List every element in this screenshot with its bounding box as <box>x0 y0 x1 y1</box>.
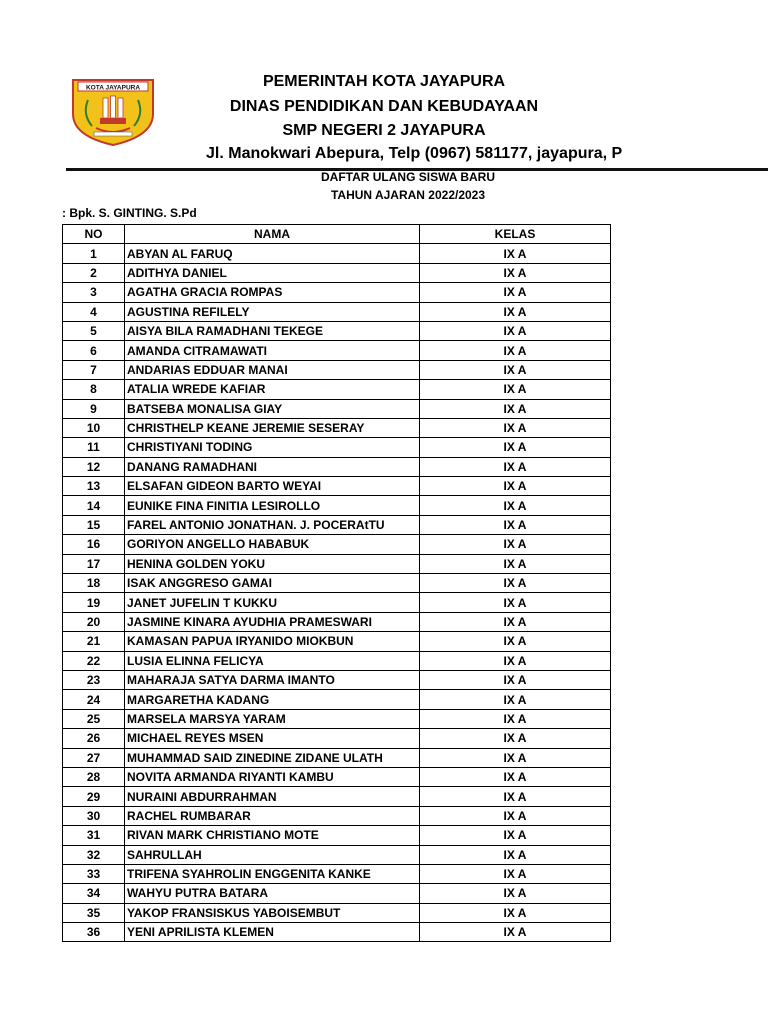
table-row <box>63 399 611 418</box>
document-title: DAFTAR ULANG SISWA BARU <box>321 170 495 184</box>
student-name: RIVAN MARK CHRISTIANO MOTE <box>125 826 420 845</box>
row-number: 21 <box>63 632 125 651</box>
student-name: ELSAFAN GIDEON BARTO WEYAI <box>125 477 420 496</box>
row-number: 28 <box>63 767 125 786</box>
student-name: GORIYON ANGELLO HABABUK <box>125 535 420 554</box>
row-number: 30 <box>63 806 125 825</box>
table-row <box>63 632 611 651</box>
student-name: RACHEL RUMBARAR <box>125 806 420 825</box>
column-header-kelas: KELAS <box>420 225 611 244</box>
student-name: MUHAMMAD SAID ZINEDINE ZIDANE ULATH <box>125 748 420 767</box>
student-name: TRIFENA SYAHROLIN ENGGENITA KANKE <box>125 864 420 883</box>
student-name: BATSEBA MONALISA GIAY <box>125 399 420 418</box>
table-row <box>63 535 611 554</box>
student-name: HENINA GOLDEN YOKU <box>125 554 420 573</box>
student-class: IX A <box>420 923 611 942</box>
row-number: 33 <box>63 864 125 883</box>
row-number: 2 <box>63 263 125 282</box>
row-number: 24 <box>63 690 125 709</box>
academic-year: TAHUN AJARAN 2022/2023 <box>330 188 486 202</box>
student-class: IX A <box>420 748 611 767</box>
table-row <box>63 826 611 845</box>
table-row <box>63 593 611 612</box>
student-class: IX A <box>420 515 611 534</box>
student-class: IX A <box>420 903 611 922</box>
row-number: 36 <box>63 923 125 942</box>
table-row <box>63 418 611 437</box>
student-name: ISAK ANGGRESO GAMAI <box>125 574 420 593</box>
student-name: KAMASAN PAPUA IRYANIDO MIOKBUN <box>125 632 420 651</box>
row-number: 6 <box>63 341 125 360</box>
student-class: IX A <box>420 380 611 399</box>
table-row <box>63 748 611 767</box>
table-row <box>63 341 611 360</box>
student-class: IX A <box>420 244 611 263</box>
table-body <box>63 244 611 942</box>
student-class: IX A <box>420 632 611 651</box>
row-number: 18 <box>63 574 125 593</box>
student-name: CHRISTHELP KEANE JEREMIE SESERAY <box>125 418 420 437</box>
table-row <box>63 690 611 709</box>
table-row <box>63 515 611 534</box>
student-name: NOVITA ARMANDA RIYANTI KAMBU <box>125 767 420 786</box>
row-number: 3 <box>63 283 125 302</box>
row-number: 1 <box>63 244 125 263</box>
student-class: IX A <box>420 496 611 515</box>
student-name: MARSELA MARSYA YARAM <box>125 709 420 728</box>
row-number: 8 <box>63 380 125 399</box>
table-row <box>63 709 611 728</box>
student-class: IX A <box>420 845 611 864</box>
student-name: DANANG RAMADHANI <box>125 457 420 476</box>
student-name: ATALIA WREDE KAFIAR <box>125 380 420 399</box>
table-row <box>63 612 611 631</box>
table-row <box>63 477 611 496</box>
row-number: 34 <box>63 884 125 903</box>
table-row <box>63 729 611 748</box>
student-class: IX A <box>420 767 611 786</box>
table-row <box>63 302 611 321</box>
student-class: IX A <box>420 787 611 806</box>
row-number: 29 <box>63 787 125 806</box>
table-row <box>63 651 611 670</box>
row-number: 9 <box>63 399 125 418</box>
student-name: LUSIA ELINNA FELICYA <box>125 651 420 670</box>
student-name: YAKOP FRANSISKUS YABOISEMBUT <box>125 903 420 922</box>
homeroom-teacher: : Bpk. S. GINTING. S.Pd <box>62 206 197 220</box>
row-number: 17 <box>63 554 125 573</box>
student-roster-table <box>62 224 611 942</box>
row-number: 22 <box>63 651 125 670</box>
student-class: IX A <box>420 263 611 282</box>
table-row <box>63 864 611 883</box>
student-class: IX A <box>420 302 611 321</box>
letterhead <box>0 0 768 175</box>
row-number: 16 <box>63 535 125 554</box>
student-class: IX A <box>420 418 611 437</box>
student-class: IX A <box>420 477 611 496</box>
student-class: IX A <box>420 457 611 476</box>
row-number: 14 <box>63 496 125 515</box>
row-number: 32 <box>63 845 125 864</box>
student-class: IX A <box>420 321 611 340</box>
table-row <box>63 806 611 825</box>
table-row <box>63 884 611 903</box>
student-name: JANET JUFELIN T KUKKU <box>125 593 420 612</box>
row-number: 27 <box>63 748 125 767</box>
student-name: AMANDA CITRAMAWATI <box>125 341 420 360</box>
student-class: IX A <box>420 438 611 457</box>
table-row <box>63 457 611 476</box>
row-number: 20 <box>63 612 125 631</box>
table-row <box>63 787 611 806</box>
student-name: EUNIKE FINA FINITIA LESIROLLO <box>125 496 420 515</box>
student-name: JASMINE KINARA AYUDHIA PRAMESWARI <box>125 612 420 631</box>
table-row <box>63 380 611 399</box>
table-row <box>63 845 611 864</box>
student-class: IX A <box>420 864 611 883</box>
student-name: FAREL ANTONIO JONATHAN. J. POCERAtTU <box>125 515 420 534</box>
student-class: IX A <box>420 729 611 748</box>
student-name: CHRISTIYANI TODING <box>125 438 420 457</box>
student-name: WAHYU PUTRA BATARA <box>125 884 420 903</box>
student-class: IX A <box>420 612 611 631</box>
student-class: IX A <box>420 651 611 670</box>
student-class: IX A <box>420 574 611 593</box>
student-class: IX A <box>420 283 611 302</box>
student-name: ANDARIAS EDDUAR MANAI <box>125 360 420 379</box>
student-class: IX A <box>420 884 611 903</box>
table-row <box>63 321 611 340</box>
table-row <box>63 360 611 379</box>
table-row <box>63 903 611 922</box>
school-name: SMP NEGERI 2 JAYAPURA <box>282 122 486 139</box>
row-number: 31 <box>63 826 125 845</box>
row-number: 5 <box>63 321 125 340</box>
row-number: 35 <box>63 903 125 922</box>
department-title: DINAS PENDIDIKAN DAN KEBUDAYAAN <box>229 98 539 115</box>
table-row <box>63 767 611 786</box>
row-number: 26 <box>63 729 125 748</box>
student-name: YENI APRILISTA KLEMEN <box>125 923 420 942</box>
table-row <box>63 554 611 573</box>
row-number: 10 <box>63 418 125 437</box>
student-name: NURAINI ABDURRAHMAN <box>125 787 420 806</box>
student-name: AGUSTINA REFILELY <box>125 302 420 321</box>
student-class: IX A <box>420 690 611 709</box>
government-title: PEMERINTAH KOTA JAYAPURA <box>262 73 506 90</box>
table-row <box>63 574 611 593</box>
table-row <box>63 496 611 515</box>
student-name: AGATHA GRACIA ROMPAS <box>125 283 420 302</box>
table-row <box>63 923 611 942</box>
emblem-title: KOTA JAYAPURA <box>85 84 141 92</box>
student-name: MARGARETHA KADANG <box>125 690 420 709</box>
row-number: 4 <box>63 302 125 321</box>
school-address: Jl. Manokwari Abepura, Telp (0967) 581177, jayapura, P <box>206 145 623 162</box>
table-row <box>63 283 611 302</box>
column-header-no: NO <box>63 225 125 244</box>
student-class: IX A <box>420 806 611 825</box>
student-class: IX A <box>420 535 611 554</box>
table-row <box>63 263 611 282</box>
row-number: 11 <box>63 438 125 457</box>
table-row <box>63 438 611 457</box>
row-number: 7 <box>63 360 125 379</box>
student-name: MAHARAJA SATYA DARMA IMANTO <box>125 670 420 689</box>
student-class: IX A <box>420 593 611 612</box>
student-class: IX A <box>420 360 611 379</box>
row-number: 12 <box>63 457 125 476</box>
student-name: AISYA BILA RAMADHANI TEKEGE <box>125 321 420 340</box>
student-class: IX A <box>420 709 611 728</box>
column-header-nama: NAMA <box>125 225 420 244</box>
student-class: IX A <box>420 826 611 845</box>
student-class: IX A <box>420 670 611 689</box>
student-class: IX A <box>420 554 611 573</box>
student-name: SAHRULLAH <box>125 845 420 864</box>
row-number: 23 <box>63 670 125 689</box>
student-name: ADITHYA DANIEL <box>125 263 420 282</box>
student-class: IX A <box>420 399 611 418</box>
row-number: 25 <box>63 709 125 728</box>
student-name: MICHAEL REYES MSEN <box>125 729 420 748</box>
row-number: 19 <box>63 593 125 612</box>
student-class: IX A <box>420 341 611 360</box>
table-row <box>63 244 611 263</box>
row-number: 13 <box>63 477 125 496</box>
table-header-row <box>63 225 611 244</box>
table-row <box>63 670 611 689</box>
student-name: ABYAN AL FARUQ <box>125 244 420 263</box>
row-number: 15 <box>63 515 125 534</box>
